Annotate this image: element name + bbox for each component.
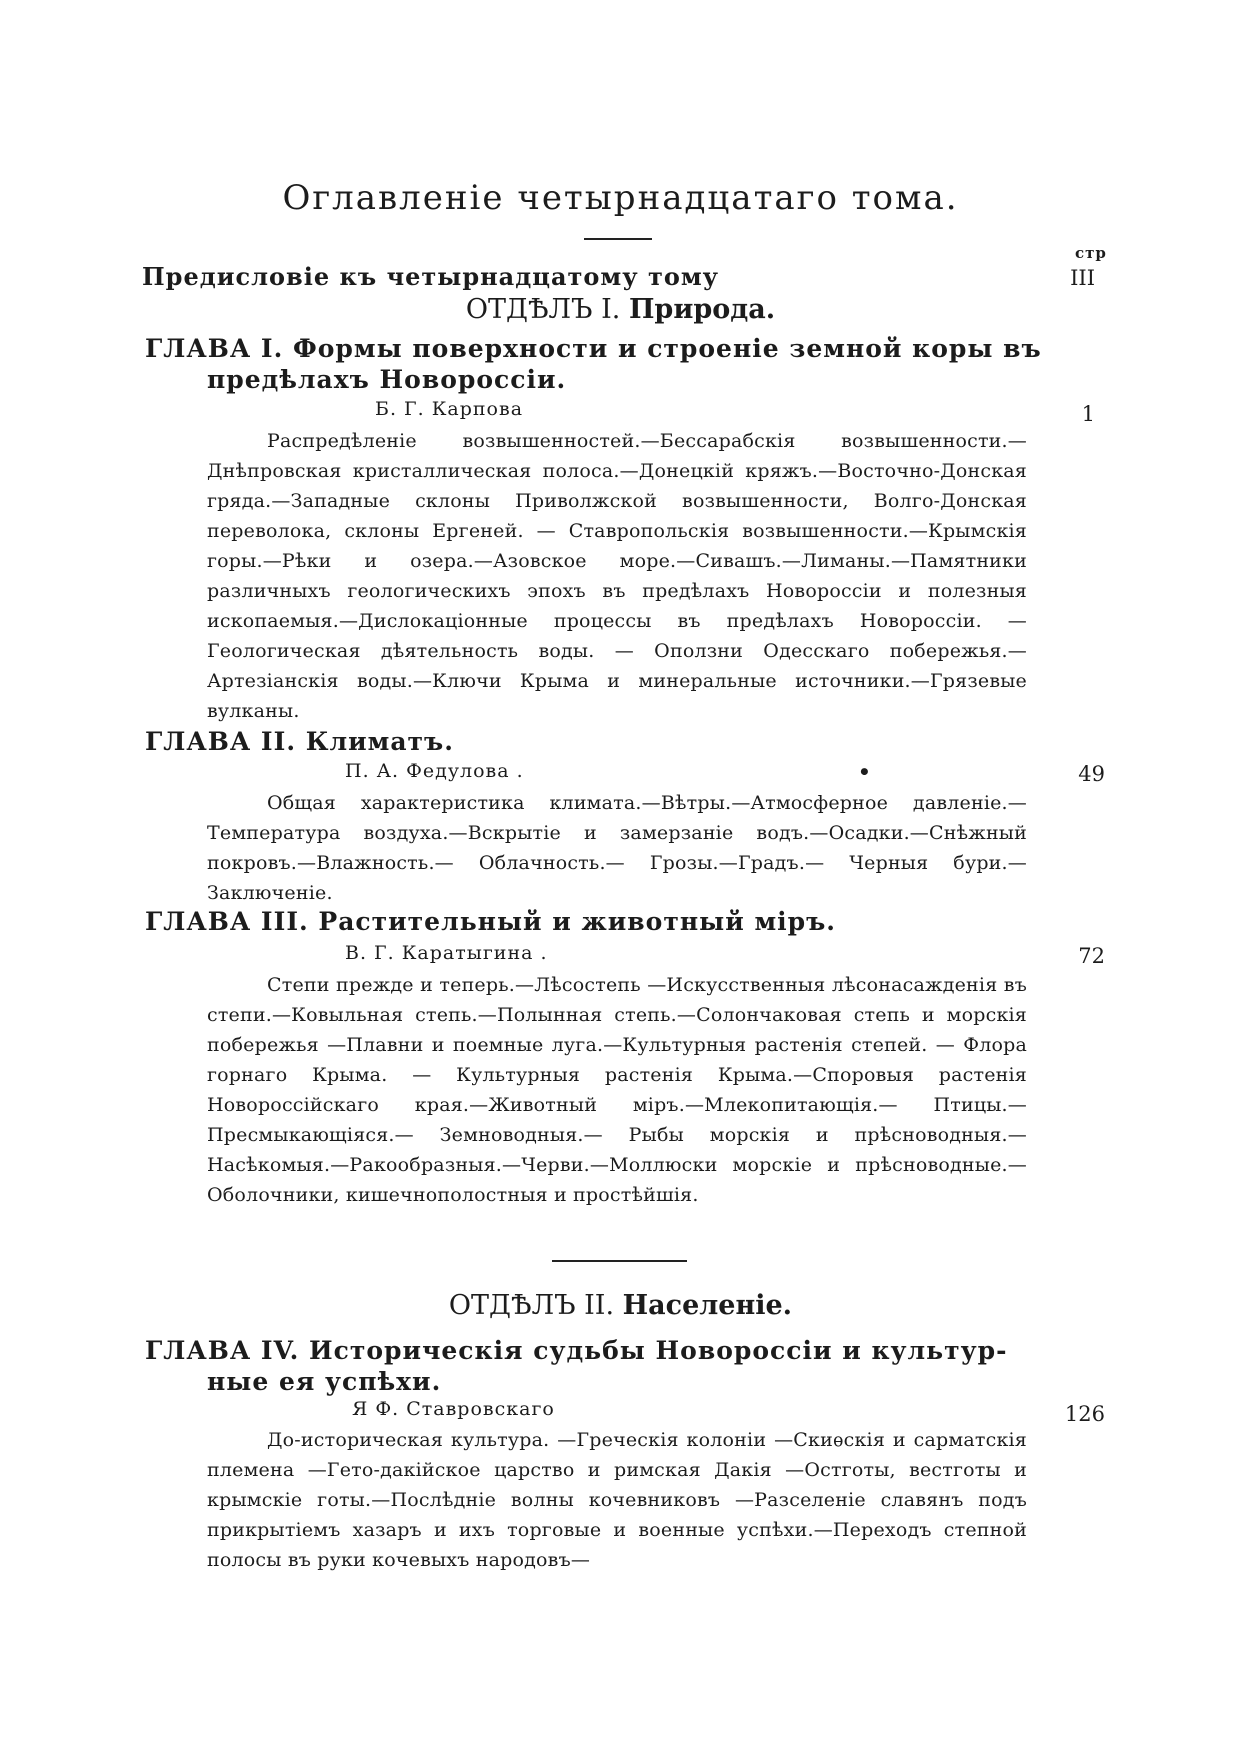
chapter-3-heading [145, 906, 1045, 937]
chapter-3-author: В. Г. Каратыгина . [345, 942, 548, 964]
chapter-4-line2: ные ея успѣхи. [207, 1367, 442, 1396]
section-2-prefix: ОТДѢЛЪ II. [448, 1290, 615, 1321]
chapter-2-author: П. А. Федулова . [345, 760, 524, 782]
chapter-1-page: 1 [1081, 402, 1095, 426]
chapter-4-author: Я Ф. Ставровскаго [352, 1398, 555, 1420]
chapter-3-page: 72 [1078, 944, 1105, 968]
chapter-3-summary: Степи прежде и теперь.—Лѣсостепь —Искусственныя лѣсонасажденія въ степи.—Ковыльная степь.—Полынная степь.—Солончаковая степь и морскія побережья —Плавни и поемные луга.—Культурныя растенія степей. — Флора горнаго Крыма. — Культурныя растенія Крыма.—Споровыя растенія Новороссійскаго края.—Животный міръ.—Млекопитающія.— Птицы.— Пресмыкающіяся.— Земноводныя.— Рыбы морскія и прѣсноводныя.—Насѣкомыя.—Ракообразныя.—Черви.—Моллюски морскіе и прѣсноводные.—Оболочники, кишечнополостныя и простѣйшія. [207, 974, 1027, 1206]
chapter-4-page: 126 [1064, 1402, 1105, 1426]
chapter-2-line1: ГЛАВА II. Климатъ. [145, 727, 454, 756]
chapter-4-summary: До-историческая культура. —Греческія колоніи —Скиѳскія и сарматскія племена —Гето-дакійское царство и римская Дакія —Остготы, вестготы и крымскіе готы.—Послѣдніе волны кочевниковъ —Разселеніе славянъ подъ прикрытіемъ хазаръ и ихъ торговые и военные успѣхи.—Переходъ степной полосы въ руки кочевыхъ народовъ— [207, 1429, 1027, 1571]
chapter-2-summary: Общая характеристика климата.—Вѣтры.—Атмосферное давленіе.—Температура воздуха.—Вскрытіе и замерзаніе водъ.—Осадки.—Снѣжный покровъ.—Влажность.— Облачность.— Грозы.—Градъ.— Черныя бури.—Заключеніе. [207, 792, 1027, 904]
page-column-label: стр [1075, 244, 1107, 262]
chapter-4-line1: ГЛАВА IV. Историческія судьбы Новороссіи и культур- [145, 1336, 1008, 1365]
page-title: Оглавленіе четырнадцатаго тома. [282, 178, 959, 218]
title-divider [584, 238, 652, 240]
section-heading-1 [0, 294, 1241, 325]
chapter-1-line1: ГЛАВА I. Формы поверхности и строеніе земной коры въ [145, 334, 1042, 363]
chapter-1-heading [145, 333, 1045, 395]
chapter-2-page: 49 [1078, 762, 1105, 786]
section-1-name: Природа. [628, 294, 776, 325]
section-2-name: Населеніе. [622, 1290, 793, 1321]
chapter-1-line2: предѣлахъ Новороссіи. [207, 365, 567, 394]
chapter-4-heading [145, 1335, 1045, 1397]
preface-entry: Предисловіе къ четырнадцатому тому [142, 262, 720, 291]
dot-leader: • [858, 760, 871, 784]
section-divider [552, 1260, 687, 1262]
chapter-1-author: Б. Г. Карпова [375, 398, 524, 420]
chapter-1-summary: Распредѣленіе возвышенностей.—Бессарабскія возвышенности.—Днѣпровская кристаллическая полоса.—Донецкій кряжъ.—Восточно-Донская гряда.—Западные склоны Приволжской возвышенности, Волго-Донская переволока, склоны Ергеней. — Ставропольскія возвышенности.—Крымскія горы.—Рѣки и озера.—Азовское море.—Сивашъ.—Лиманы.—Памятники различныхъ геологическихъ эпохъ въ предѣлахъ Новороссіи и полезныя ископаемыя.—Дислокаціонные процессы въ предѣлахъ Новороссіи. — Геологическая дѣятельность воды. — Оползни Одесскаго побережья.—Артезіанскія воды.—Ключи Крыма и минеральные источники.—Грязевые вулканы. [207, 430, 1027, 722]
chapter-2-heading [145, 726, 1045, 757]
section-heading-2 [0, 1290, 1241, 1321]
chapter-3-line1: ГЛАВА III. Растительный и животный міръ. [145, 907, 837, 936]
section-1-prefix: ОТДѢЛЪ I. [465, 294, 621, 325]
preface-page: III [1070, 266, 1095, 290]
